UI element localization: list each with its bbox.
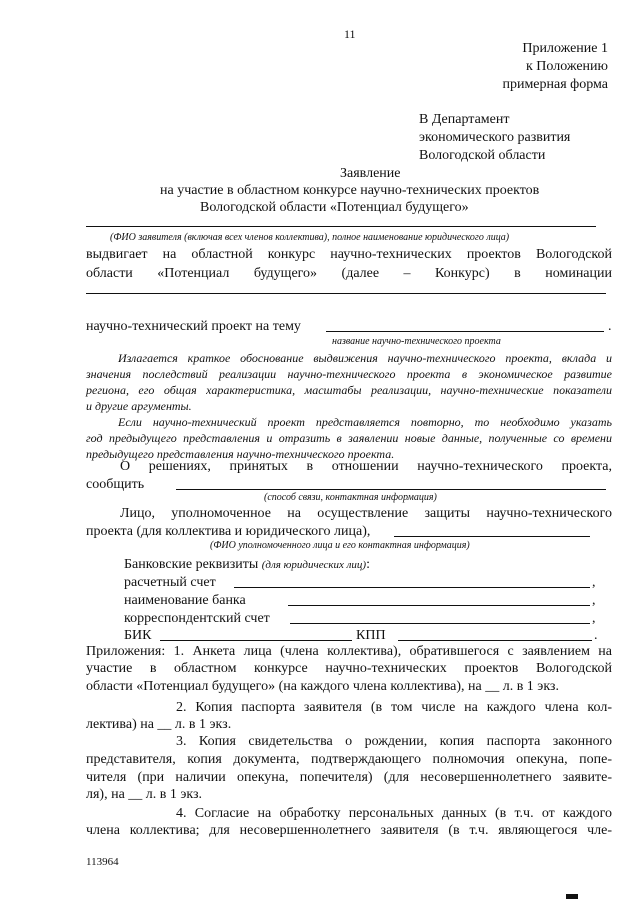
document-subtitle: на участие в областном конкурсе научно-технических проектов: [160, 183, 540, 198]
account-label: расчетный счет: [124, 575, 216, 590]
bik-line: [160, 640, 352, 641]
appendix-line: к Положению: [525, 59, 608, 74]
attachment-3: 3. Копия свидетельства о рождении, копия паспорта законного: [176, 734, 612, 749]
decisions-text: сообщить: [86, 477, 145, 492]
applicant-line: [86, 226, 596, 227]
page-marker: [566, 894, 578, 899]
attachment-3: чителя (при наличии опекуна, попечителя) (для несовершеннолетнего заявите-: [86, 770, 612, 785]
attachment-4: члена коллектива; для несовершеннолетнего заявителя (в т.ч. являющегося чле-: [86, 823, 612, 838]
attachment-3: ля), на __ л. в 1 экз.: [86, 787, 203, 802]
contact-line: [176, 489, 606, 490]
corr-account-line: [290, 623, 590, 624]
addressee-line: В Департамент: [419, 112, 510, 127]
explanation-text: региона, его общая характеристика, масштабы реализации, научно-технические показатели: [86, 383, 612, 397]
explanation-text: предыдущего представления научно-технического проекта.: [86, 447, 395, 461]
appendix-line: примерная форма: [502, 77, 608, 92]
comma: ,: [592, 611, 596, 626]
explanation-text: и другие аргументы.: [86, 399, 192, 413]
kpp-line: [398, 640, 592, 641]
decisions-text: О решениях, принятых в отношении научно-технического проекта,: [120, 459, 612, 474]
project-name-caption: название научно-технического проекта: [332, 336, 501, 347]
explanation-text: Если научно-технический проект представляется повторно, то необходимо указать: [118, 415, 612, 429]
attachment-1: участие в областном конкурсе научно-технических проектов Вологодской: [86, 661, 612, 676]
project-topic-label: научно-технический проект на тему: [86, 319, 301, 334]
corr-account-label: корреспондентский счет: [124, 611, 270, 626]
comma: ,: [592, 593, 596, 608]
explanation-text: год предыдущего представления и отразить в заявлении новые данные, полученные со времени: [86, 431, 612, 445]
authorized-text: Лицо, уполномоченное на осуществление защиты научно-технического: [120, 506, 612, 521]
appendix-line: Приложение 1: [522, 41, 608, 56]
bank-title: Банковские реквизиты (для юридических лиц):: [124, 557, 370, 572]
authorized-line: [394, 536, 590, 537]
applicant-caption: (ФИО заявителя (включая всех членов коллектива), полное наименование юридического лица): [110, 232, 510, 243]
bank-note: (для юридических лиц): [261, 559, 367, 571]
addressee-line: экономического развития: [419, 130, 571, 145]
period: .: [608, 319, 612, 334]
document-title: Заявление: [340, 166, 401, 181]
attachment-2: 2. Копия паспорта заявителя (в том числе на каждого члена кол-: [176, 700, 612, 715]
addressee: [419, 111, 570, 165]
kpp-label: КПП: [356, 628, 386, 643]
attachment-2: лектива) на __ л. в 1 экз.: [86, 717, 232, 732]
document-subtitle: Вологодской области «Потенциал будущего»: [200, 200, 469, 215]
bank-name-line: [288, 605, 590, 606]
explanation-text: Излагается краткое обоснование выдвижения научно-технического проекта, вклада и: [118, 351, 612, 365]
page-number: 11: [344, 27, 356, 41]
account-line: [234, 587, 590, 588]
bank-title-label: Банковские реквизиты: [124, 557, 259, 572]
comma: ,: [592, 575, 596, 590]
attachment-3: представителя, копия документа, подтверждающего полномочия опекуна, попе-: [86, 752, 612, 767]
authorized-caption: (ФИО уполномоченного лица и его контактная информация): [210, 540, 470, 551]
nominate-text: выдвигает на областной конкурс научно-технических проектов Вологодской: [86, 247, 612, 262]
bank-name-label: наименование банка: [124, 593, 246, 608]
attachment-1: области «Потенциал будущего» (на каждого члена коллектива), на __ л. в 1 экз.: [86, 679, 559, 694]
attachment-1: Приложения: 1. Анкета лица (члена коллектива), обратившегося с заявлением на: [86, 644, 612, 659]
explanation-text: значения последствий реализации научно-технического проекта в экономическое развитие: [86, 367, 612, 381]
footer-code: 113964: [86, 856, 119, 868]
period: .: [594, 628, 598, 643]
appendix-header: [502, 40, 608, 94]
project-topic-line: [326, 331, 604, 332]
addressee-line: Вологодской области: [419, 148, 546, 163]
bik-label: БИК: [124, 628, 152, 643]
authorized-text: проекта (для коллектива и юридического лица),: [86, 524, 371, 539]
contact-caption: (способ связи, контактная информация): [264, 492, 437, 503]
attachment-4: 4. Согласие на обработку персональных данных (в т.ч. от каждого: [176, 806, 612, 821]
nomination-line: [86, 293, 606, 294]
nominate-text: области «Потенциал будущего» (далее – Конкурс) в номинации: [86, 266, 612, 281]
